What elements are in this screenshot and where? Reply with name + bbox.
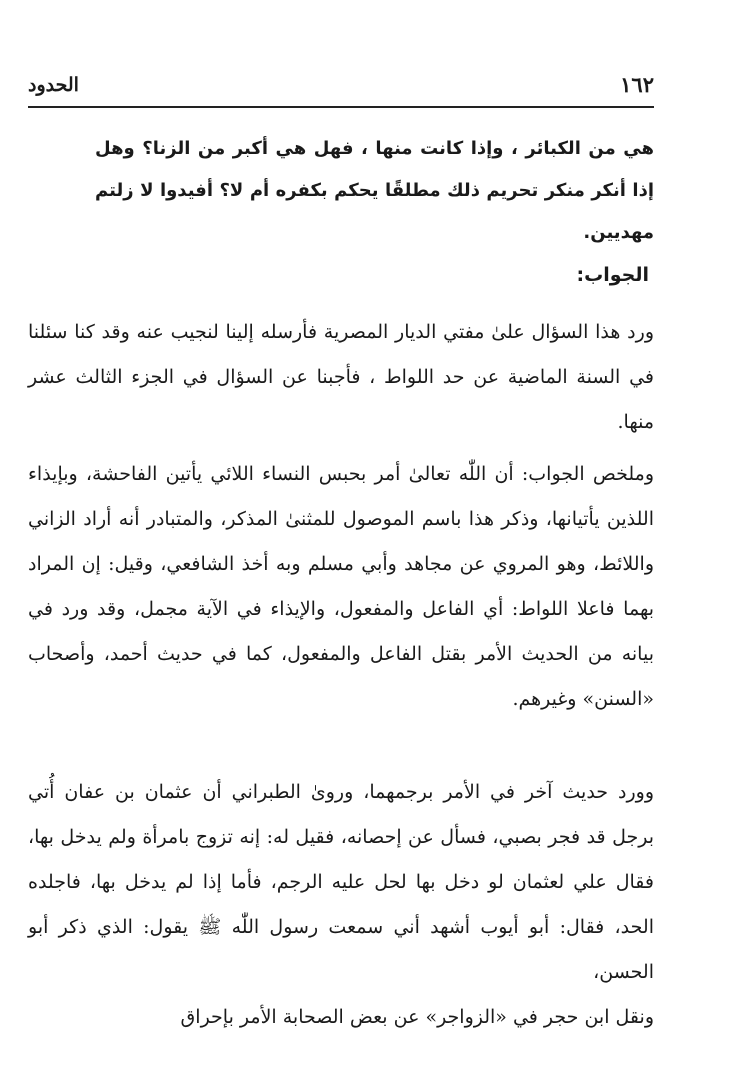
answer-paragraph xyxy=(28,995,654,1040)
answer-paragraph xyxy=(28,452,654,722)
running-section-title: الحدود xyxy=(28,74,79,96)
paragraph-text: ورد هذا السؤال علىٰ مفتي الديار المصرية فأرسله إلينا لنجيب عنه وقد كنا سئلنا في السنة الماضية عن حد اللواط ، فأجبنا عن السؤال في الجزء الثالث عشر منها. xyxy=(28,321,654,433)
paragraph-text: وورد حديث آخر في الأمر برجمهما، وروىٰ الطبراني أن عثمان بن عفان أُتي برجل قد فجر بصبي، فسأل عن إحصانه، فقيل له: إنه تزوج بامرأة ولم يدخل بها، فقال علي لعثمان لو دخل بها لحل عليه الرجم، فأما إذا لم يدخل بها، فاجلده الحد، فقال: أبو أيوب أشهد أني سمعت رسول اللّٰه ﷺ يقول: الذي ذكر أبو الحسن، xyxy=(28,781,654,983)
header-divider xyxy=(28,106,654,108)
answer-heading: الجواب: xyxy=(576,264,649,286)
answer-paragraph xyxy=(28,770,654,995)
paragraph-text: ونقل ابن حجر في «الزواجر» عن بعض الصحابة الأمر بإحراق xyxy=(180,1006,654,1028)
page-header xyxy=(28,70,654,110)
answer-paragraph xyxy=(28,310,654,445)
page-number: ١٦٢ xyxy=(620,72,654,97)
question-text: هي من الكبائر ، وإذا كانت منها ، فهل هي أكبر من الزنا؟ وهل إذا أنكر منكر تحريم ذلك مطلقًا يحكم بكفره أم لا؟ أفيدوا لا زلتم مهديين. xyxy=(95,138,654,243)
paragraph-text: وملخص الجواب: أن اللّٰه تعالىٰ أمر بحبس النساء اللائي يأتين الفاحشة، وبإيذاء اللذين يأتيانها، وذكر هذا باسم الموصول للمثنىٰ المذكر، والمتبادر أنه أراد الزاني واللائط، وهو المروي عن مجاهد وأبي مسلم وبه أخذ الشافعي، وقيل: إن المراد بهما فاعلا اللواط: أي الفاعل والمفعول، والإيذاء في الآية مجمل، وقد ورد في بيانه من الحديث الأمر بقتل الفاعل والمفعول، كما في حديث أحمد، وأصحاب «السنن» وغيرهم. xyxy=(28,463,654,710)
